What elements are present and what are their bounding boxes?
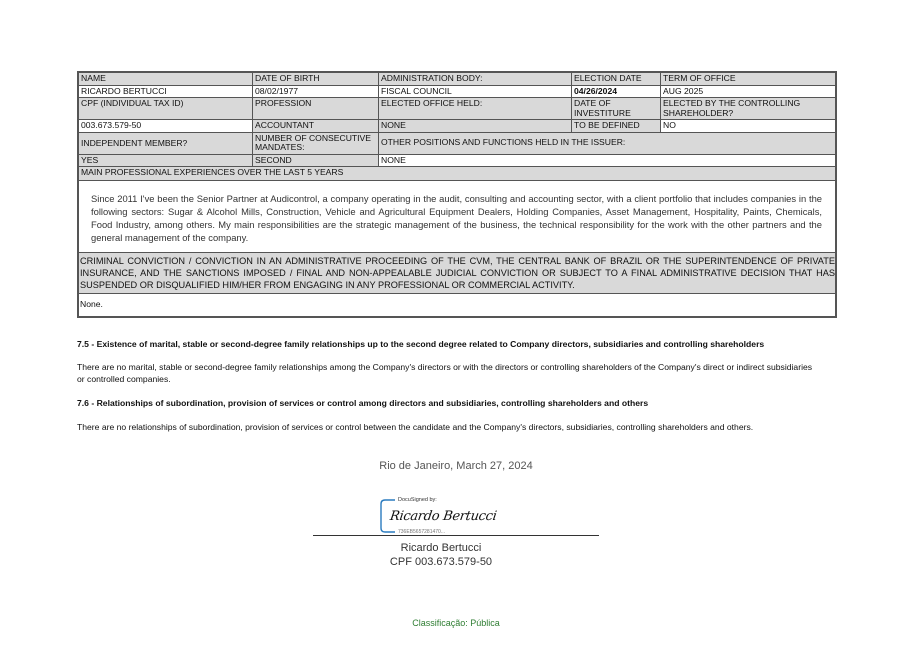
value-date-of-birth: 08/02/1977 bbox=[253, 86, 379, 98]
value-other-positions: NONE bbox=[381, 154, 406, 165]
value-election-date: 04/26/2024 bbox=[572, 86, 661, 98]
value-criminal-conviction: None. bbox=[80, 298, 103, 309]
signer-details bbox=[366, 541, 516, 569]
value-consecutive-mandates: SECOND bbox=[253, 155, 379, 167]
section-7-6-title: 7.6 - Relationships of subordination, provision of services or control among directors and subsidiaries, controlling shareholders and others bbox=[77, 398, 649, 408]
value-profession: ACCOUNTANT bbox=[253, 120, 379, 132]
header-name: NAME bbox=[79, 73, 253, 85]
header-date-of-birth: DATE OF BIRTH bbox=[253, 73, 379, 85]
header-criminal-conviction: CRIMINAL CONVICTION / CONVICTION IN AN ADMINISTRATIVE PROCEEDING OF THE CVM, THE CENTRAL BANK OF BRAZIL OR THE SUPERINTENDENCE OF PRIVATE INSURANCE, AND THE SANCTIONS IMPOSED / FINAL AND NON-APPEALABLE JUDICIAL CONVICTION OR SUBJECT TO A FINAL ADMINISTRATIVE DECISION THAT HAS SUSPENDED OR DISQUALIFIED HIM/HER FROM ENGAGING IN ANY PROFESSIONAL OR COMMERCIAL ACTIVITY. bbox=[79, 253, 835, 293]
value-administration-body: FISCAL COUNCIL bbox=[379, 86, 572, 98]
header-term-of-office: TERM OF OFFICE bbox=[661, 73, 835, 85]
table-value-row-2 bbox=[79, 120, 835, 133]
header-administration-body: ADMINISTRATION BODY: bbox=[379, 73, 572, 85]
table-header-experience bbox=[79, 167, 835, 181]
header-date-of-investiture: DATE OF INVESTITURE bbox=[572, 98, 661, 119]
table-value-row-1 bbox=[79, 86, 835, 99]
table-header-row-2 bbox=[79, 98, 835, 120]
header-other-positions: OTHER POSITIONS AND FUNCTIONS HELD IN THE ISSUER: bbox=[379, 133, 835, 154]
place-and-date: Rio de Janeiro, March 27, 2024 bbox=[379, 460, 533, 472]
table-value-criminal bbox=[79, 294, 835, 317]
header-elected-office: ELECTED OFFICE HELD: bbox=[379, 98, 572, 119]
handwritten-signature: Ricardo Bertucci bbox=[388, 509, 498, 524]
header-cpf: CPF (INDIVIDUAL TAX ID) bbox=[79, 98, 253, 119]
docusign-envelope-id: 736EB5657281470... bbox=[398, 529, 445, 535]
header-consecutive-mandates: NUMBER OF CONSECUTIVE MANDATES: bbox=[253, 133, 379, 154]
value-elected-office: NONE bbox=[379, 120, 572, 132]
signer-cpf: CPF 003.673.579-50 bbox=[389, 556, 493, 568]
section-7-5-title: 7.5 - Existence of marital, stable or second-degree family relationships up to the second degree related to Company directors, subsidiaries and controlling shareholders bbox=[77, 339, 765, 349]
header-professional-experience: MAIN PROFESSIONAL EXPERIENCES OVER THE LAST 5 YEARS bbox=[79, 167, 835, 180]
table-header-row-3 bbox=[79, 133, 835, 155]
value-elected-by-controlling: NO bbox=[663, 120, 676, 130]
candidate-info-table bbox=[77, 71, 837, 318]
header-independent-member: INDEPENDENT MEMBER? bbox=[79, 133, 253, 154]
classification-label: Classificação: Pública bbox=[412, 618, 500, 628]
value-date-of-investiture: TO BE DEFINED bbox=[572, 120, 661, 132]
value-name: RICARDO BERTUCCI bbox=[79, 86, 253, 98]
table-header-row-1 bbox=[79, 73, 835, 86]
header-profession: PROFESSION bbox=[253, 98, 379, 119]
section-7-6-body: There are no relationships of subordination, provision of services or control between the candidate and the Company's directors, subsidiaries, controlling shareholders and others. bbox=[77, 422, 754, 432]
table-header-criminal bbox=[79, 253, 835, 294]
value-independent-member: YES bbox=[79, 155, 253, 167]
value-cpf: 003.673.579-50 bbox=[79, 120, 253, 132]
section-7-5-body: There are no marital, stable or second-degree family relationships among the Company's directors or with the directors or controlling shareholders of the Company's direct or indirect subsidiaries or controlled companies. bbox=[77, 362, 813, 384]
value-professional-experience: Since 2011 I've been the Senior Partner at Audicontrol, a company operating in the audit, consulting and accounting sector, with a client portfolio that includes companies in the following sectors: Sugar & Alcohol Mills, Construction, Vehicle and Agricultural Equipment Dealers, Holding Companies, Asset Management, Hospitality, Paints, Chemicals, Food Industry, among others. My main responsibilities are the strategic management of the business, the technical responsibility for the work with the other partners and the general management of the company. bbox=[91, 192, 822, 243]
signer-name: Ricardo Bertucci bbox=[400, 542, 482, 554]
header-elected-by-controlling: ELECTED BY THE CONTROLLING SHAREHOLDER? bbox=[661, 98, 835, 119]
signature-line bbox=[313, 535, 599, 536]
value-term-of-office: AUG 2025 bbox=[663, 85, 704, 96]
docusign-label: DocuSigned by: bbox=[398, 497, 437, 503]
docusign-signature-block bbox=[379, 498, 499, 535]
table-value-experience bbox=[79, 181, 835, 253]
header-election-date: ELECTION DATE bbox=[572, 73, 661, 85]
table-value-row-3 bbox=[79, 155, 835, 168]
